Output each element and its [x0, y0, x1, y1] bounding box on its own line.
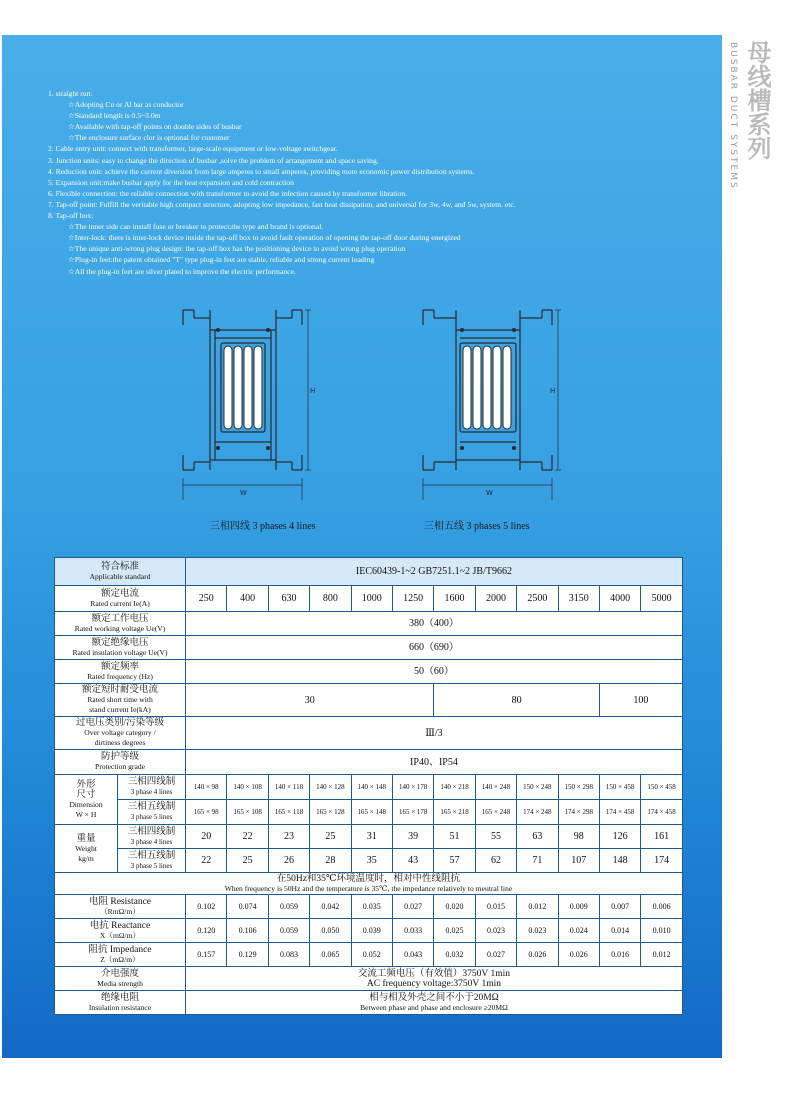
- note-bullet: ☆The inner side can install fuse or breaker to protect,the type and brand is optional.: [68, 222, 324, 232]
- row-dimension-4: [55, 775, 683, 800]
- weight-cell: 98: [558, 825, 599, 849]
- row-reactance: [55, 919, 683, 943]
- weight-label: 重量 Weight kg/m: [55, 825, 118, 873]
- resistance-label: 电阻 Resistance （RmΩ/m）: [55, 895, 186, 919]
- dimension-cell: 165 × 178: [392, 800, 433, 825]
- impedance-cell: 0.016: [599, 943, 640, 967]
- row-overvoltage: [55, 717, 683, 750]
- reactance-cell: 0.059: [268, 919, 309, 943]
- reactance-cell: 0.050: [310, 919, 351, 943]
- reactance-label: 电抗 Reactance X（mΩ/m）: [55, 919, 186, 943]
- weight-cell: 22: [227, 825, 268, 849]
- overvoltage-label: 过电压类别/污染等级 Over voltage category / dirtiness degrees: [55, 717, 186, 750]
- side-divider: [722, 35, 726, 1058]
- dimension-cell: 174 × 458: [641, 800, 683, 825]
- weight-cell: 20: [186, 825, 227, 849]
- row-standard: [55, 558, 683, 586]
- short-time-value: 100: [599, 684, 682, 717]
- impedance-cell: 0.026: [517, 943, 558, 967]
- dimension-cell: 150 × 248: [517, 775, 558, 800]
- dimension-cell: 165 × 98: [186, 800, 227, 825]
- insulation-resistance-value: 相与相及外壳之间不小于20MΩ Between phase and phase and enclosure ≥20MΩ: [186, 991, 683, 1015]
- impedance-cell: 0.043: [392, 943, 433, 967]
- weight-cell: 31: [351, 825, 392, 849]
- resistance-cell: 0.035: [351, 895, 392, 919]
- weight-cell: 23: [268, 825, 309, 849]
- impedance-cell: 0.065: [310, 943, 351, 967]
- reactance-cell: 0.039: [351, 919, 392, 943]
- busbar-diagram-5-lines: [420, 300, 565, 510]
- dimension-cell: 165 × 248: [475, 800, 516, 825]
- insulation-resistance-label: 绝缘电阻 Insulation resistance: [55, 991, 186, 1015]
- current-cell: 1250: [392, 586, 433, 612]
- current-cell: 4000: [599, 586, 640, 612]
- weight-cell: 71: [517, 849, 558, 873]
- spec-table: [54, 557, 683, 1015]
- frequency-label: 额定频率 Rated frequency (Hz): [55, 660, 186, 684]
- current-cell: 2000: [475, 586, 516, 612]
- impedance-cell: 0.083: [268, 943, 309, 967]
- reactance-cell: 0.023: [475, 919, 516, 943]
- dimension-cell: 165 × 218: [434, 800, 475, 825]
- width-label: W: [240, 489, 247, 497]
- insulation-voltage-label: 额定绝缘电压 Rated insulation voltage Ue(V): [55, 636, 186, 660]
- impedance-cell: 0.026: [558, 943, 599, 967]
- dimension-cell: 140 × 128: [310, 775, 351, 800]
- frequency-value: 50（60）: [186, 660, 683, 684]
- weight-cell: 25: [310, 825, 351, 849]
- dimension-cell: 140 × 148: [351, 775, 392, 800]
- row-impedance-note: [55, 873, 683, 895]
- weight-cell: 25: [227, 849, 268, 873]
- weight-cell: 174: [641, 849, 683, 873]
- dimension-sub-label: 三相四线制 3 phase 4 lines: [118, 775, 186, 800]
- note-item: 4. Reduction unit: achieve the current diversion from large amperes to small amperes, providing more economic power distribution systems.: [48, 166, 475, 176]
- current-cell: 2500: [517, 586, 558, 612]
- dimension-cell: 140 × 98: [186, 775, 227, 800]
- reactance-cell: 0.023: [517, 919, 558, 943]
- current-cell: 630: [268, 586, 309, 612]
- row-media-strength: [55, 967, 683, 991]
- weight-cell: 62: [475, 849, 516, 873]
- note-bullet: ☆Inter-lock: there is inter-lock device inside the tap-off box to avoid fault operation of opening the tap-off door during energized: [68, 233, 461, 243]
- brand-title-cn: 母线槽系列: [743, 40, 771, 160]
- row-protection: [55, 750, 683, 775]
- current-cell: 250: [186, 586, 227, 612]
- impedance-cell: 0.157: [186, 943, 227, 967]
- resistance-cell: 0.042: [310, 895, 351, 919]
- standard-value: IEC60439-1~2 GB7251.1~2 JB/T9662: [186, 558, 683, 586]
- dimension-cell: 150 × 458: [599, 775, 640, 800]
- row-resistance: [55, 895, 683, 919]
- row-short-time: [55, 684, 683, 717]
- resistance-cell: 0.102: [186, 895, 227, 919]
- media-strength-value: 交流工频电压（有效值）3750V 1min AC frequency voltage:3750V 1min: [186, 967, 683, 991]
- voltage-label: 额定工作电压 Rated working voltage Ue(V): [55, 612, 186, 636]
- note-bullet: ☆Standard length is 0.5~3.0m: [68, 111, 161, 121]
- busbar-diagram-4-lines: [180, 300, 315, 510]
- dimension-cell: 140 × 118: [268, 775, 309, 800]
- resistance-cell: 0.074: [227, 895, 268, 919]
- note-item: 7. Tap-off point: Fulfill the veritable high compact structure, adopting low impedance, fast heat dissipation, and universal for 3w, 4w, and 5w, system. etc.: [48, 199, 516, 209]
- current-cell: 3150: [558, 586, 599, 612]
- weight-cell: 161: [641, 825, 683, 849]
- dimension-cell: 140 × 218: [434, 775, 475, 800]
- resistance-cell: 0.027: [392, 895, 433, 919]
- weight-cell: 22: [186, 849, 227, 873]
- note-bullet: ☆Plug-in feet:the patent obtained "T" type plug-in feet are stable, reliable and strong current loading: [68, 255, 375, 265]
- height-label: H: [550, 387, 556, 395]
- dimension-cell: 165 × 118: [268, 800, 309, 825]
- impedance-cell: 0.012: [641, 943, 683, 967]
- dimension-cell: 140 × 178: [392, 775, 433, 800]
- weight-cell: 107: [558, 849, 599, 873]
- current-cell: 800: [310, 586, 351, 612]
- current-cell: 400: [227, 586, 268, 612]
- dimension-sub-label: 三相五线制 3 phase 5 lines: [118, 800, 186, 825]
- note-item: 2. Cable entry unit: connect with transformer, large-scale equipment or low-voltage switchgear.: [48, 144, 338, 154]
- reactance-cell: 0.024: [558, 919, 599, 943]
- note-item: 1. straight run:: [48, 89, 93, 98]
- note-bullet: ☆The enclosure surface clor is optional for customer: [68, 133, 230, 143]
- dimension-cell: 174 × 458: [599, 800, 640, 825]
- impedance-label: 阻抗 Impedance Z（mΩ/m）: [55, 943, 186, 967]
- row-voltage: [55, 612, 683, 636]
- weight-cell: 63: [517, 825, 558, 849]
- reactance-cell: 0.025: [434, 919, 475, 943]
- reactance-cell: 0.014: [599, 919, 640, 943]
- row-insulation-voltage: [55, 636, 683, 660]
- diagram-caption-4-lines: 三相四线 3 phases 4 lines: [210, 521, 316, 532]
- weight-cell: 126: [599, 825, 640, 849]
- resistance-cell: 0.059: [268, 895, 309, 919]
- short-time-label: 额定短时耐受电流 Rated short time with stand current Ie(kA): [55, 684, 186, 717]
- note-bullet: ☆The unique anti-wrong plug design: the tap-off box has the positioning device to avoid wrong plug operation: [68, 244, 406, 254]
- note-item: 3. Junction units: easy to change the direction of busbar ,solve the problem of arrangement and space saving.: [48, 155, 379, 165]
- dimension-label: 外形 尺寸 Dimension W × H: [55, 775, 118, 825]
- short-time-value: 80: [434, 684, 600, 717]
- reactance-cell: 0.106: [227, 919, 268, 943]
- weight-cell: 43: [392, 849, 433, 873]
- row-frequency: [55, 660, 683, 684]
- reactance-cell: 0.120: [186, 919, 227, 943]
- reactance-cell: 0.010: [641, 919, 683, 943]
- reactance-cell: 0.033: [392, 919, 433, 943]
- weight-sub-label: 三相五线制 3 phase 5 lines: [118, 849, 186, 873]
- row-weight-4: [55, 825, 683, 849]
- voltage-value: 380（400）: [186, 612, 683, 636]
- weight-cell: 51: [434, 825, 475, 849]
- insulation-voltage-value: 660（690）: [186, 636, 683, 660]
- protection-value: IP40、IP54: [186, 750, 683, 775]
- current-cell: 5000: [641, 586, 683, 612]
- weight-cell: 57: [434, 849, 475, 873]
- row-weight-5: [55, 849, 683, 873]
- row-impedance: [55, 943, 683, 967]
- standard-label: 符合标准 Applicable standard: [55, 558, 186, 586]
- dimension-cell: 165 × 128: [310, 800, 351, 825]
- dimension-cell: 140 × 108: [227, 775, 268, 800]
- weight-cell: 26: [268, 849, 309, 873]
- short-time-value: 30: [186, 684, 434, 717]
- current-label: 额定电流 Rated current Ie(A): [55, 586, 186, 612]
- row-dimension-5: [55, 800, 683, 825]
- diagram-caption-5-lines: 三相五线 3 phases 5 lines: [424, 521, 530, 532]
- weight-cell: 39: [392, 825, 433, 849]
- impedance-cell: 0.027: [475, 943, 516, 967]
- note-bullet: ☆Adopting Cu or Al bar as conductor: [68, 100, 184, 110]
- dimension-cell: 165 × 148: [351, 800, 392, 825]
- resistance-cell: 0.020: [434, 895, 475, 919]
- note-item: 8. Tap-off box:: [48, 211, 94, 221]
- brand-title-en: BUSBAR DUCT SYSTEMS: [728, 42, 738, 190]
- impedance-cell: 0.032: [434, 943, 475, 967]
- weight-sub-label: 三相四线制 3 phase 4 lines: [118, 825, 186, 849]
- current-cell: 1000: [351, 586, 392, 612]
- note-item: 5. Expansion unit:make busbar apply for the heat expansion and cold contraction: [48, 177, 294, 187]
- note-bullet: ☆Available with tap-off points on double sides of busbar: [68, 122, 242, 132]
- resistance-cell: 0.012: [517, 895, 558, 919]
- dimension-cell: 174 × 248: [517, 800, 558, 825]
- height-label: H: [310, 387, 315, 395]
- protection-label: 防护等级 Protection grade: [55, 750, 186, 775]
- resistance-cell: 0.006: [641, 895, 683, 919]
- note-bullet: ☆All the plug-in feet are silver plated to improve the electric performance.: [68, 266, 296, 276]
- dimension-cell: 150 × 458: [641, 775, 683, 800]
- impedance-cell: 0.129: [227, 943, 268, 967]
- resistance-cell: 0.015: [475, 895, 516, 919]
- dimension-cell: 140 × 248: [475, 775, 516, 800]
- dimension-cell: 165 × 108: [227, 800, 268, 825]
- dimension-cell: 174 × 298: [558, 800, 599, 825]
- impedance-cell: 0.052: [351, 943, 392, 967]
- note-item: 6. Flexible connection: the reliable connection with transformer to avoid the infection caused by transformer libration.: [48, 188, 408, 198]
- weight-cell: 148: [599, 849, 640, 873]
- current-cell: 1600: [434, 586, 475, 612]
- impedance-note: 在50Hz和35℃环境温度时，相对中性线阻抗 When frequency is 50Hz and the temperature is 35℃, the impedance relatively to meutral line: [55, 873, 683, 895]
- weight-cell: 35: [351, 849, 392, 873]
- weight-cell: 55: [475, 825, 516, 849]
- resistance-cell: 0.007: [599, 895, 640, 919]
- width-label: W: [486, 489, 493, 497]
- feature-notes: [48, 88, 708, 277]
- row-current: [55, 586, 683, 612]
- overvoltage-value: Ⅲ/3: [186, 717, 683, 750]
- resistance-cell: 0.009: [558, 895, 599, 919]
- dimension-cell: 150 × 298: [558, 775, 599, 800]
- row-insulation-resistance: [55, 991, 683, 1015]
- media-strength-label: 介电强度 Media strength: [55, 967, 186, 991]
- weight-cell: 28: [310, 849, 351, 873]
